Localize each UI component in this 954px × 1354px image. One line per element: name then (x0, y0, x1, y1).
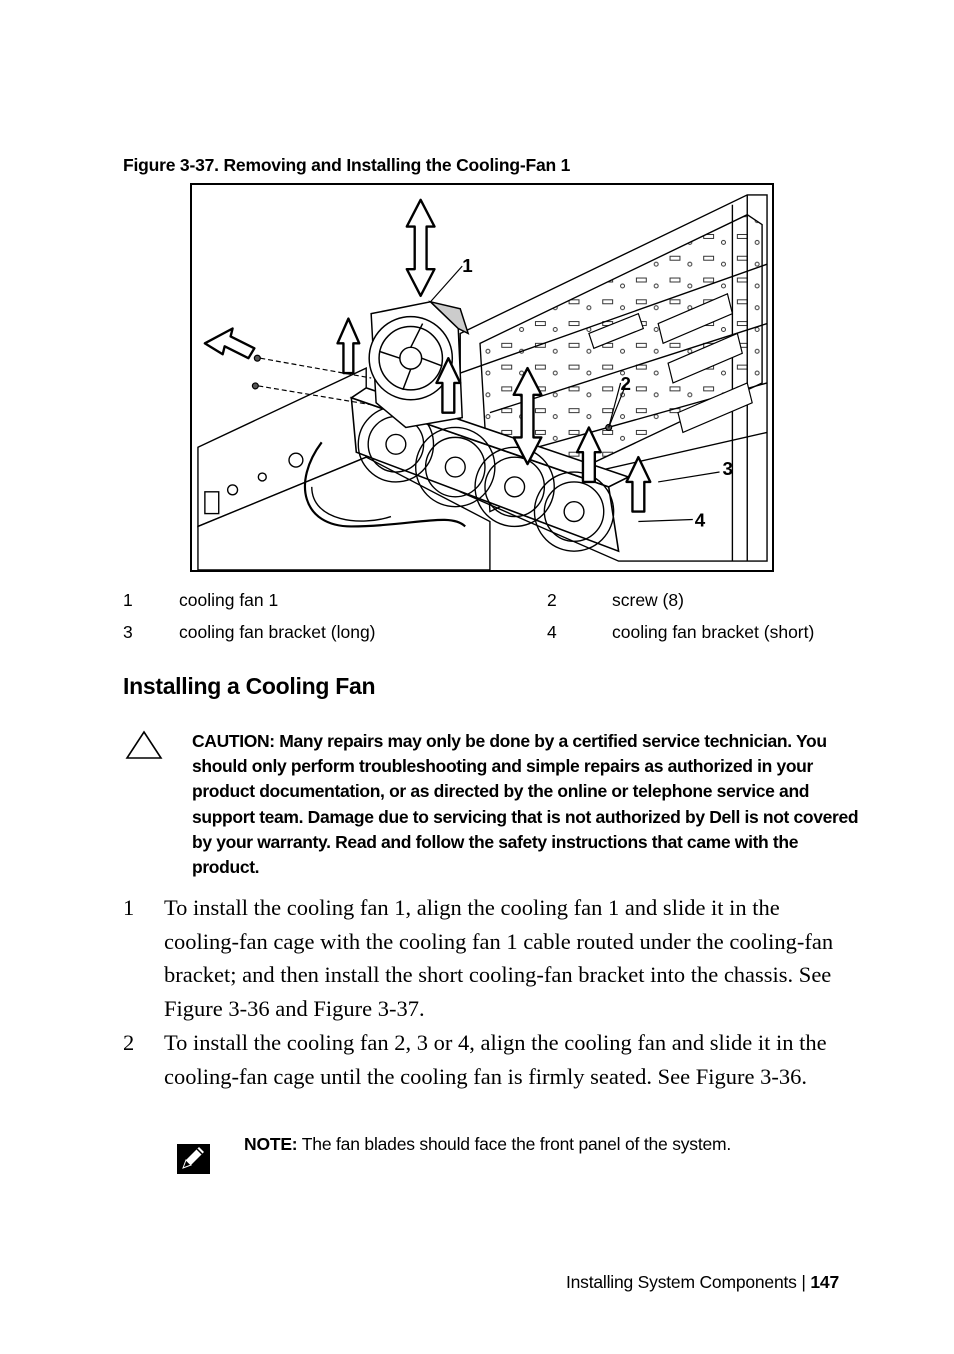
step-item (123, 891, 863, 1026)
step-number: 1 (123, 895, 135, 920)
note-pencil-icon (177, 1144, 210, 1174)
legend-label: cooling fan bracket (long) (179, 622, 376, 642)
step-text: To install the cooling fan 2, 3 or 4, align the cooling fan and slide it in the cooling-fan cage until the cooling fan is firmly seated. See Figure 3-36. (164, 1030, 827, 1089)
legend-number: 3 (123, 622, 133, 642)
note-body: The fan blades should face the front panel of the system. (297, 1134, 732, 1154)
legend-label: screw (8) (612, 590, 684, 610)
legend-label: cooling fan bracket (short) (612, 622, 815, 642)
legend-row (123, 590, 843, 622)
figure-caption: Figure 3-37. Removing and Installing the Cooling-Fan 1 (123, 155, 571, 175)
section-heading: Installing a Cooling Fan (123, 673, 376, 699)
footer-separator: | (796, 1272, 811, 1292)
legend-number: 2 (547, 590, 557, 610)
step-number: 2 (123, 1030, 135, 1055)
callout-1: 1 (462, 255, 473, 277)
legend-label: cooling fan 1 (179, 590, 279, 610)
caution-text: CAUTION: Many repairs may only be done by a certified service technician. You should only perform troubleshooting and simple repairs as authorized in your product documentation, or as directed by the online or telephone service and support team. Damage due to servicing that is not authorized by Dell is not covered by your warranty. Read and follow the safety instructions that came with the product. (192, 731, 859, 878)
legend-number: 1 (123, 590, 133, 610)
callout-3: 3 (722, 457, 733, 479)
callout-4: 4 (694, 509, 706, 531)
step-text: To install the cooling fan 1, align the cooling fan 1 and slide it in the cooling-fan cage with the cooling fan 1 cable routed under the cooling-fan bracket; and then install the short cooling-fan bracket into the chassis. See Figure 3-36 and Figure 3-37. (164, 895, 834, 1021)
caution-triangle-icon (125, 730, 163, 760)
note-label: NOTE: (244, 1134, 298, 1154)
note-text (244, 1134, 731, 1155)
page-footer (566, 1272, 839, 1293)
legend-row (123, 622, 843, 654)
callout-2: 2 (620, 372, 632, 394)
page-number: 147 (810, 1272, 839, 1292)
cooling-fan-illustration (190, 183, 774, 572)
step-item (123, 1026, 863, 1126)
legend-number: 4 (547, 622, 557, 642)
figure-legend (123, 590, 843, 654)
footer-section: Installing System Components (565, 1272, 797, 1292)
